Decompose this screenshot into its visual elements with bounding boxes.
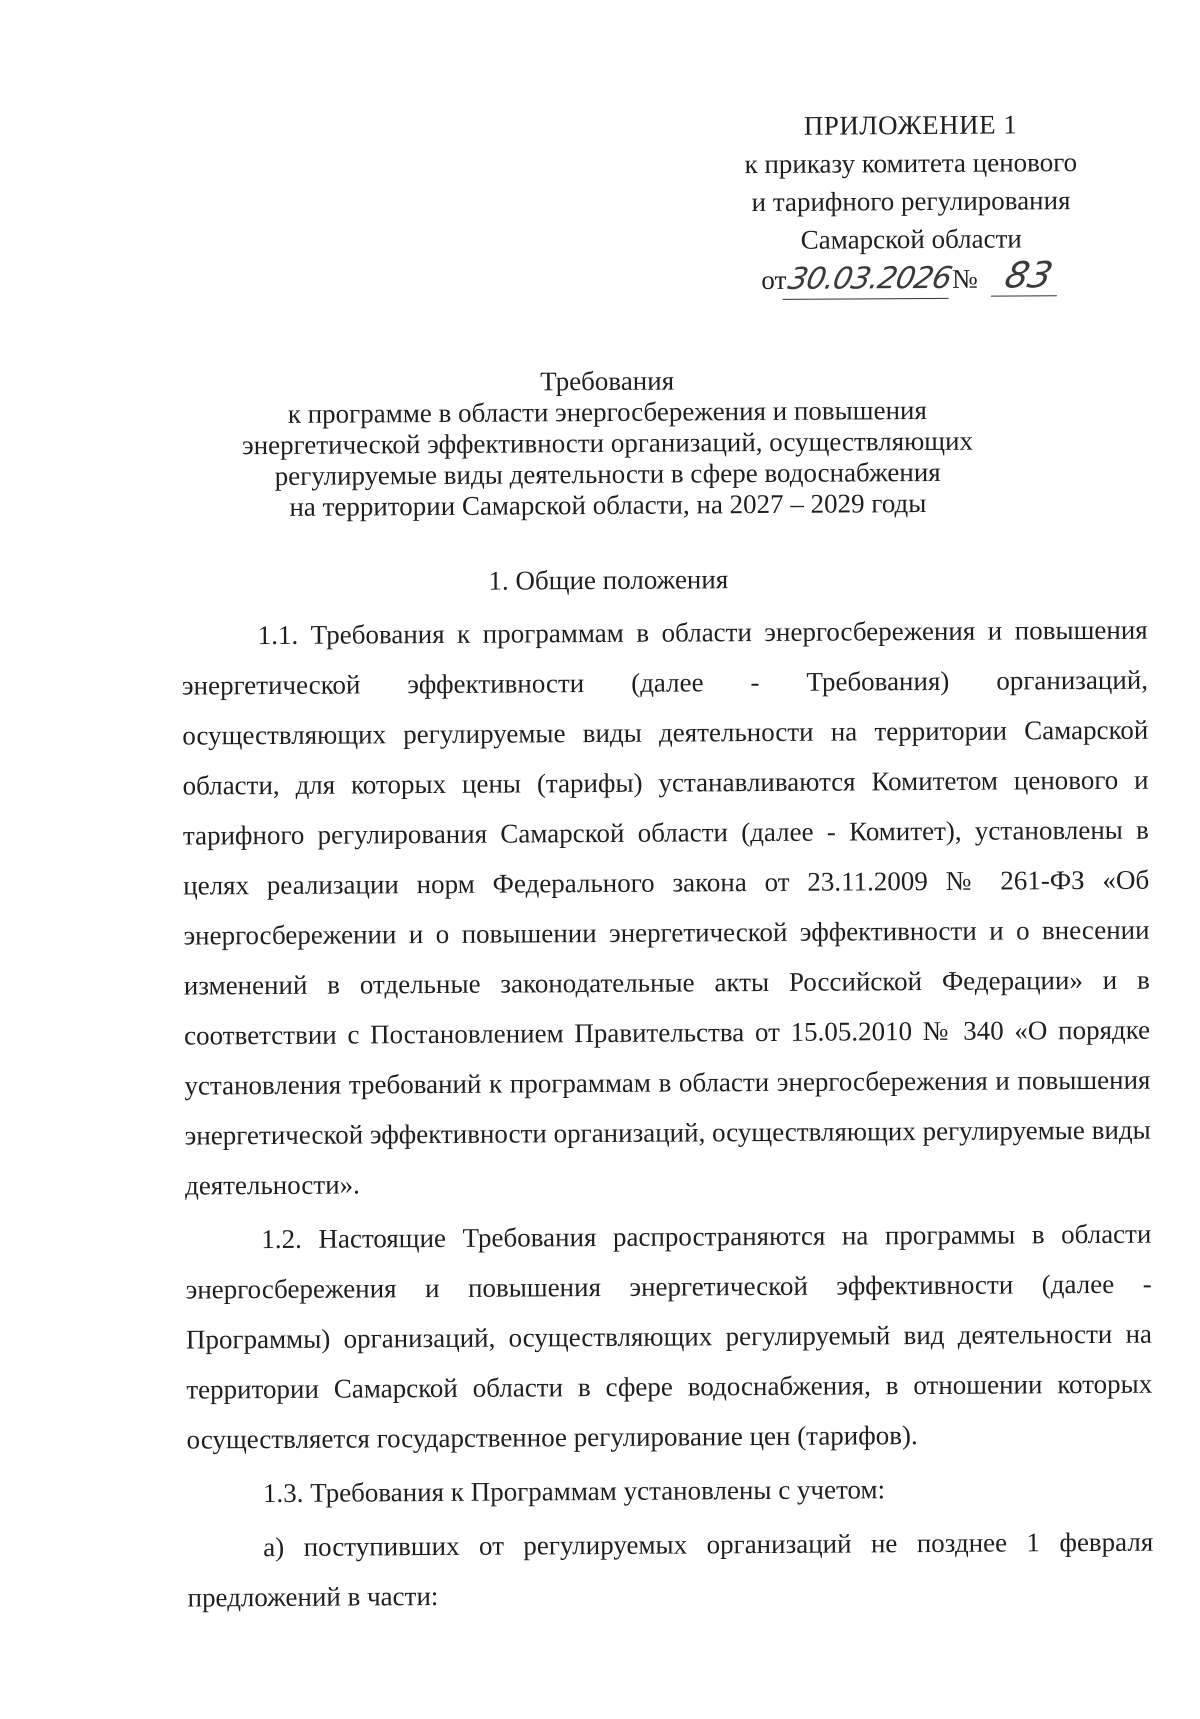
paragraph-1-3-a: а) поступивших от регулируемых организаций не позднее 1 февраля предложений в части: xyxy=(187,1526,1154,1613)
appendix-heading: ПРИЛОЖЕНИЕ 1 xyxy=(803,109,1018,141)
handwritten-order-number: 83 xyxy=(991,257,1066,296)
paragraph-1-1: 1.1. Требования к программам в области энергосбережения и повышения энергетической эффективности (далее - Требования) организаций, осуществляющих регулируемые виды деятельности на территории Самарской области, для которых цены (тарифы) устанавливаются Комитетом ценового и тарифного регулирования Самарской области (далее - Комитет), установлены в целях реализации норм Федерального закона от 23.11.2009 № 261-ФЗ «Об энергосбережении и о повышении энергетической эффективности и о внесении изменений в отдельные законодательные акты Российской Федерации» и в соответствии с Постановлением Правительства от 15.05.2010 № 340 «О порядке установления требований к программам в области энергосбережения и повышения энергетической эффективности организаций, осуществляющих регулируемые виды деятельности». xyxy=(181,614,1151,1201)
appendix-line: и тарифного регулирования xyxy=(751,185,1071,218)
appendix-line: к приказу комитета ценового xyxy=(744,147,1078,180)
paragraph-1-3: 1.3. Требования к Программам установлены с учетом: xyxy=(262,1474,886,1509)
number-sign: № xyxy=(952,263,978,294)
title-line: на территории Самарской области, на 2027 – 2029 годы xyxy=(289,488,927,522)
appendix-line: Самарской области xyxy=(800,223,1022,255)
document-title xyxy=(147,363,1068,524)
paragraph-1-2: 1.2. Настоящие Требования распространяются на программы в области энергосбережения и повышения энергетической эффективности (далее - Программы) организаций, осуществляющих регулируемый вид деятельности на территории Самарской области в сфере водоснабжения, в отношении которых осуществляется государственное регулирование цен (тарифов). xyxy=(185,1218,1153,1455)
title-line: к программе в области энергосбережения и повышения xyxy=(287,394,927,429)
appendix-block xyxy=(695,105,1126,301)
document-body xyxy=(182,605,1154,1627)
title-line: энергетической эффективности организаций, осуществляющих xyxy=(241,425,974,461)
date-prefix: от xyxy=(761,264,787,296)
section-heading: 1. Общие положения xyxy=(488,564,729,596)
title-line: регулируемые виды деятельности в сфере водоснабжения xyxy=(274,456,941,491)
order-date-line xyxy=(696,257,1126,301)
title-line: Требования xyxy=(540,365,675,397)
handwritten-date: 30.03.2026 xyxy=(782,260,956,300)
